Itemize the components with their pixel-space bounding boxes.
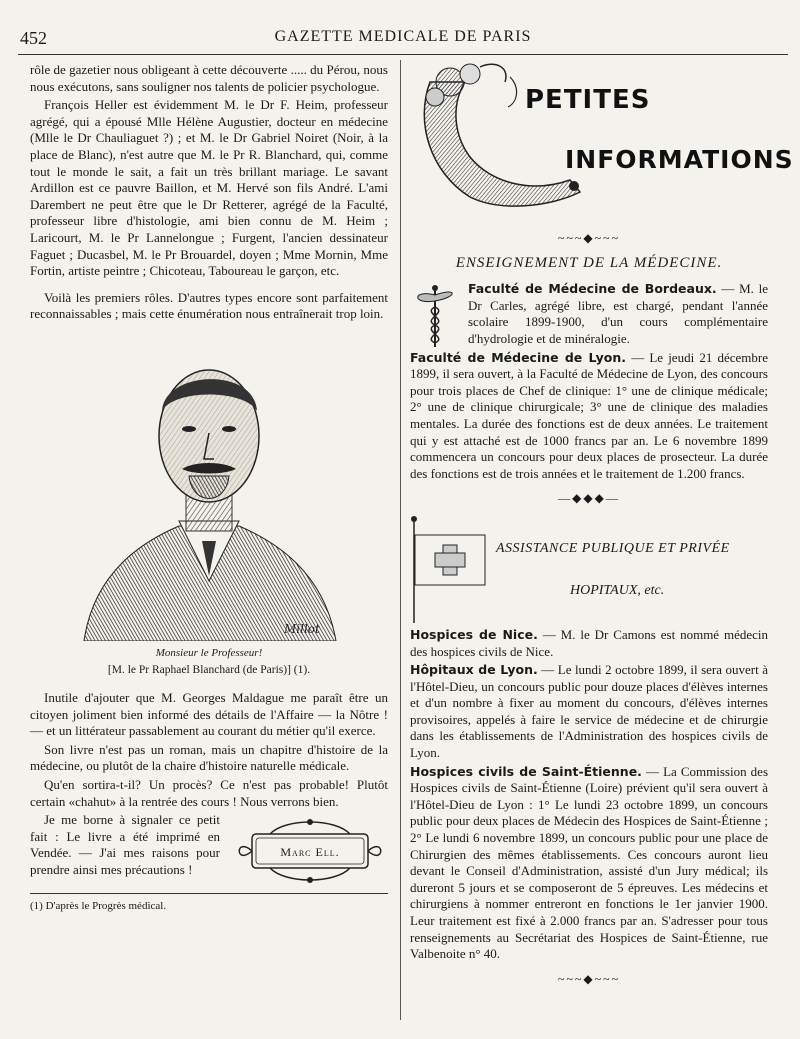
section-heading-assistance: ASSISTANCE PUBLIQUE ET PRIVÉE xyxy=(496,540,730,556)
assistance-header xyxy=(410,515,768,627)
left-column xyxy=(30,62,388,916)
section-heading-enseignement: ENSEIGNEMENT DE LA MÉDECINE. xyxy=(455,254,723,271)
svg-text:Millot: Millot xyxy=(284,621,320,636)
news-item-nice: Hospices de Nice. — M. le Dr Camons est nommé médecin des hospices civils de Nice. xyxy=(410,626,768,659)
portrait-engraving xyxy=(74,341,344,641)
paragraph: Qu'en sortira-t-il? Un procès? Ce n'est pas probable! Plutôt certain «chahut» à la rentrée des cours ! Nous verrons bien. xyxy=(30,777,388,809)
portrait-caption-title: Monsieur le Professeur! xyxy=(155,646,263,659)
paragraph: Je me borne à signaler ce petit fait : Le livre a été imprimé en Vendée. — J'ai mes raisons pour prendre ainsi mes précautions ! xyxy=(30,812,220,878)
section-heading-hopitaux: HOPITAUX, etc. xyxy=(570,582,665,598)
petites-informations-banner xyxy=(410,62,794,222)
page-header xyxy=(18,28,788,55)
paragraph: Son livre n'est pas un roman, mais un chapitre d'histoire de la médecine, ou plutôt de la chaire d'histoire naturelle médicale. xyxy=(30,741,388,774)
news-item-lyon-faculty: Faculté de Médecine de Lyon. — Le jeudi 21 décembre 1899, il sera ouvert, à la Faculté de Médecine de Lyon, des concours pour trois places de Chef de clinique: 1° une de clinique médicale; 2° une de clinique chirurgicale; 3° une de clinique des maladies mentales. La durée des fonctions est de deux années. Le traitement qui y est attaché est de 1000 francs par an. Le 6 novembre 1899 commencera un concours pour deux places de prosecteur. La durée des fonctions est de trois années et le traitement de 1.200 francs. xyxy=(410,349,768,481)
signature-name: Marc Ell. xyxy=(280,845,340,860)
news-item-bordeaux: Faculté de Médecine de Bordeaux. — M. le Dr Carles, agrégé libre, est chargé, pendant l'année scolaire 1899-1900, d'un cours complémentaire d'hydrologie et de minéralogie. xyxy=(468,281,768,346)
banner-title-line1: PETITES xyxy=(525,85,651,115)
paragraph: Inutile d'ajouter que M. Georges Maldague me paraît être un citoyen joliment bien informé des détails de l'Affaire — la Nôtre ! — et un littérateur passablement au courant du métier qu'il exerce. xyxy=(30,690,388,739)
footnote-rule xyxy=(30,893,388,894)
ornament-divider: —◆◆◆— xyxy=(558,491,620,506)
column-divider xyxy=(400,60,401,1020)
ornament-divider: ~~~◆~~~ xyxy=(557,231,621,245)
news-item-lyon-hospitals: Hôpitaux de Lyon. — Le lundi 2 octobre 1899, il sera ouvert à l'Hôtel-Dieu, un concours public pour douze places d'élèves internes et d'un nombre à fixer au moment du concours, d'élèves internes provisoires, appelés à faire le service de médecine et de chirurgie dans les établissements de l'Administration des hospices civils de Lyon. xyxy=(410,662,768,761)
running-title: GAZETTE MEDICALE DE PARIS xyxy=(274,28,532,45)
right-column xyxy=(410,62,794,995)
paragraph: Voilà les premiers rôles. D'autres types encore sont parfaitement reconnaissables ; mais cette énumération nous entraînerait trop loin. xyxy=(30,289,388,322)
signature-block xyxy=(30,812,388,878)
caduceus-icon xyxy=(410,283,460,349)
ornament-divider: ~~~◆~~~ xyxy=(557,971,621,986)
paragraph: François Heller est évidemment M. le Dr F. Heim, professeur agrégé, qui a épousé Mlle Hélène Augustier, docteur en médecine (Mlle le Dr Chauliaguet ?) ; et M. le Dr Gabriel Noiret (Noir, à la place de Blanc), n'est autre que M. le Pr R. Blanchard, qui, comme tout le monde le sait, a fait un très brillant mariage. Le savant Ardillon est ce pauvre Baillon, et M. Hervé son fils André. L'ami Darembert ne peut être que le Dr Retterer, agrégé de la Faculté, professeur libre d'histologie, ami bien connu de M. Heim ; Laricourt, M. le Pr Lannelongue ; Furgent, l'ancien dessinateur Faguet ; Ducasbel, M. le Pr Brouardel, doyen ; Mme Mornin, Mme Fortin, artiste peintre ; Chicoteau, Taboureau le garçon, etc. xyxy=(30,97,388,279)
banner-title-line2: INFORMATIONS xyxy=(565,145,794,174)
footnote: (1) D'après le Progrès médical. xyxy=(30,899,167,912)
red-cross-flag-icon xyxy=(410,515,490,625)
signature-cartouche xyxy=(230,816,390,886)
portrait-caption: [M. le Pr Raphael Blanchard (de Paris)] (1). xyxy=(107,663,311,676)
paragraph: rôle de gazetier nous obligeant à cette découverte ..... du Pérou, nous nous exécutons, sans souligner nos talents de policier psychologue. xyxy=(30,62,388,94)
page-number: 452 xyxy=(20,28,47,48)
news-item-saint-etienne: Hospices civils de Saint-Étienne. — La Commission des Hospices civils de Saint-Étienne (Loire) prévient qu'il sera ouvert à l'Hôtel-Dieu de Lyon : 1° Le lundi 23 octobre 1899, un concours public pour deux places de Médecin des Hospices de Saint-Étienne ; 2° Le lundi 6 novembre 1899, un concours public pour une place de Chirurgien des mêmes établissements. Ces concours auront lieu devant le Conseil d'Administration, assisté d'un Jury médical; ils dureront 5 jours et se composeront de 5 épreuves. Les médecins et chirurgiens à nommer entreront en fonctions le 1er janvier 1900. Leur traitement est fixé à 2.000 francs par an. S'adresser pour tous renseignements au Secrétariat des Hospices de Saint-Étienne, rue Valbenoite n° 40. xyxy=(410,763,768,962)
